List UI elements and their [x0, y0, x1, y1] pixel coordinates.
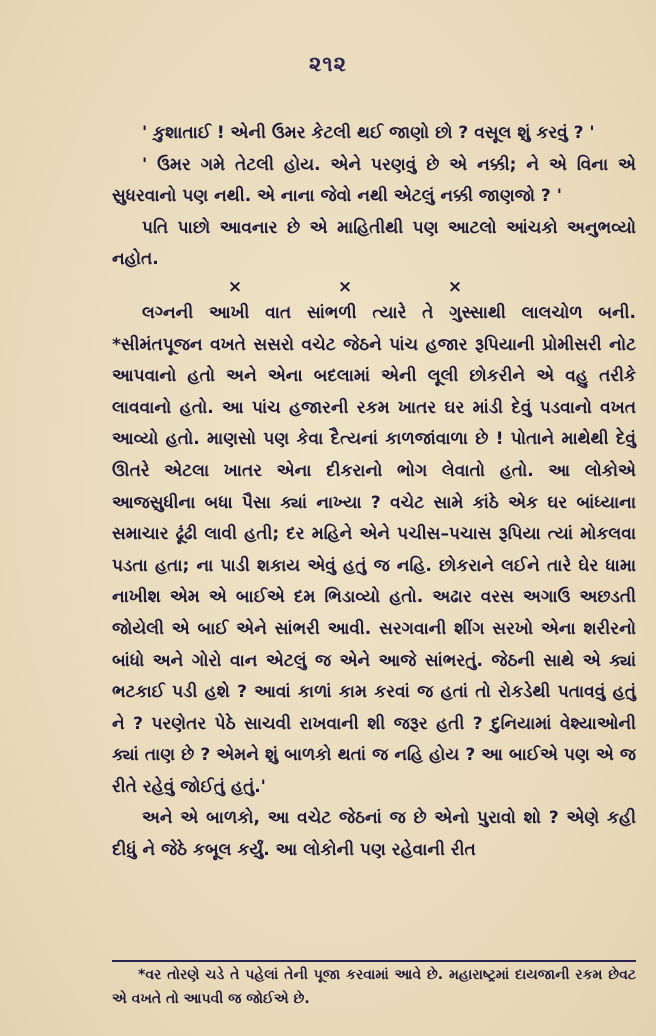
paragraph-dialogue-2: ' ઉમર ગમે તેટલી હોય. એને પરણવું છે એ નક્કી; ને એ વિના એ સુધરવાનો પણ નથી. એ નાના જેવો નથી એટલું નક્કી જાણજો ? ' — [112, 154, 636, 207]
paragraph-main: લગ્નની આખી વાત સાંભળી ત્યારે તે ગુસ્સાથી લાલચોળ બની. *સીમંતપૂજન વખતે સસરો વચેટ જેઠને પાંચ હજાર રૂપિયાની પ્રોમીસરી નોટ આપવાનો હતો અને એના બદલામાં એની લૂલી છોકરીને એ વહુ તરીકે લાવવાનો હતો. આ પાંચ હજારની રકમ ખાતર ઘર માંડી દેવું પડવાનો વખત આવ્યો હતો. માણસો પણ કેવા દૈત્યનાં કાળજાંવાળા છે ! પોતાને માથેથી દેવું ઊતરે એટલા ખાતર એના દીકરાનો ભોગ લેવાતો હતો. આ લોકોએ આજસુધીના બધા પૈસા ક્યાં નાખ્યા ? વચેટ સામે કાંઠે એક ઘર બાંધ્યાના સમાચાર ઢૂંઢી લાવી હતી; દર મહિને એને પચીસ–પચાસ રૂપિયા ત્યાં મોકલવા પડતા હતા; ના પાડી શકાય એવું હતું જ નહિ. છોકરાને લઈને તારે ઘેર ધામા નાખીશ એમ એ બાઈએ દમ ભિડાવ્યો હતો. અઢાર વરસ અગાઉ અછડતી જોયેલી એ બાઈ એને સાંભરી આવી. સરગવાની શીંગ સરખો એના શરીરનો બાંધો અને ગોરો વાન એટલું જ એને આજે સાંભરતું. જેઠની સાથે એ ક્યાં ભટકાઈ પડી હશે ? આવાં કાળાં કામ કરવાં જ હતાં તો રોકડેથી પતાવવું હતું ને ? પરણેતર પેઠે સાચવી રાખવાની શી જરૂર હતી ? દુનિયામાં વેશ્યાઓની ક્યાં તાણ છે ? એમને શું બાળકો થતાં જ નહિ હોય ? આ બાઈએ પણ એ જ રીતે રહેવું જોઈતું હતું.' — [112, 302, 636, 797]
body-text — [112, 118, 636, 867]
footnote-divider — [112, 960, 636, 962]
separator-mark: × — [337, 276, 353, 297]
paragraph-narration-1: પતિ પાછો આવનાર છે એ માહિતીથી પણ આટલો આંચકો અનુભવ્યો નહોત. — [112, 217, 636, 270]
separator-mark: × — [447, 276, 463, 297]
page-number: ૨૧૨ — [309, 52, 347, 76]
paragraph-dialogue-1: ' કુશાતાઈ ! એની ઉમર કેટલી થઈ જાણો છો ? વસૂલ શું કરવું ? ' — [142, 123, 595, 143]
footnote: *વર તોરણે ચડે તે પહેલાં તેની પૂજા કરવામાં આવે છે. મહારાષ્ટ્રમાં દાયજાની રકમ છેવટ એ વખતે તો આપવી જ જોઈએ છે. — [112, 967, 636, 1007]
separator-mark: × — [227, 276, 243, 297]
section-separator — [180, 276, 510, 298]
paragraph-last: અને એ બાળકો, આ વચેટ જેઠનાં જ છે એનો પુરાવો શો ? એણે કહી દીધું ને જેઠે કબૂલ કર્યું. આ લોકોની પણ રહેવાની રીત — [112, 808, 636, 861]
